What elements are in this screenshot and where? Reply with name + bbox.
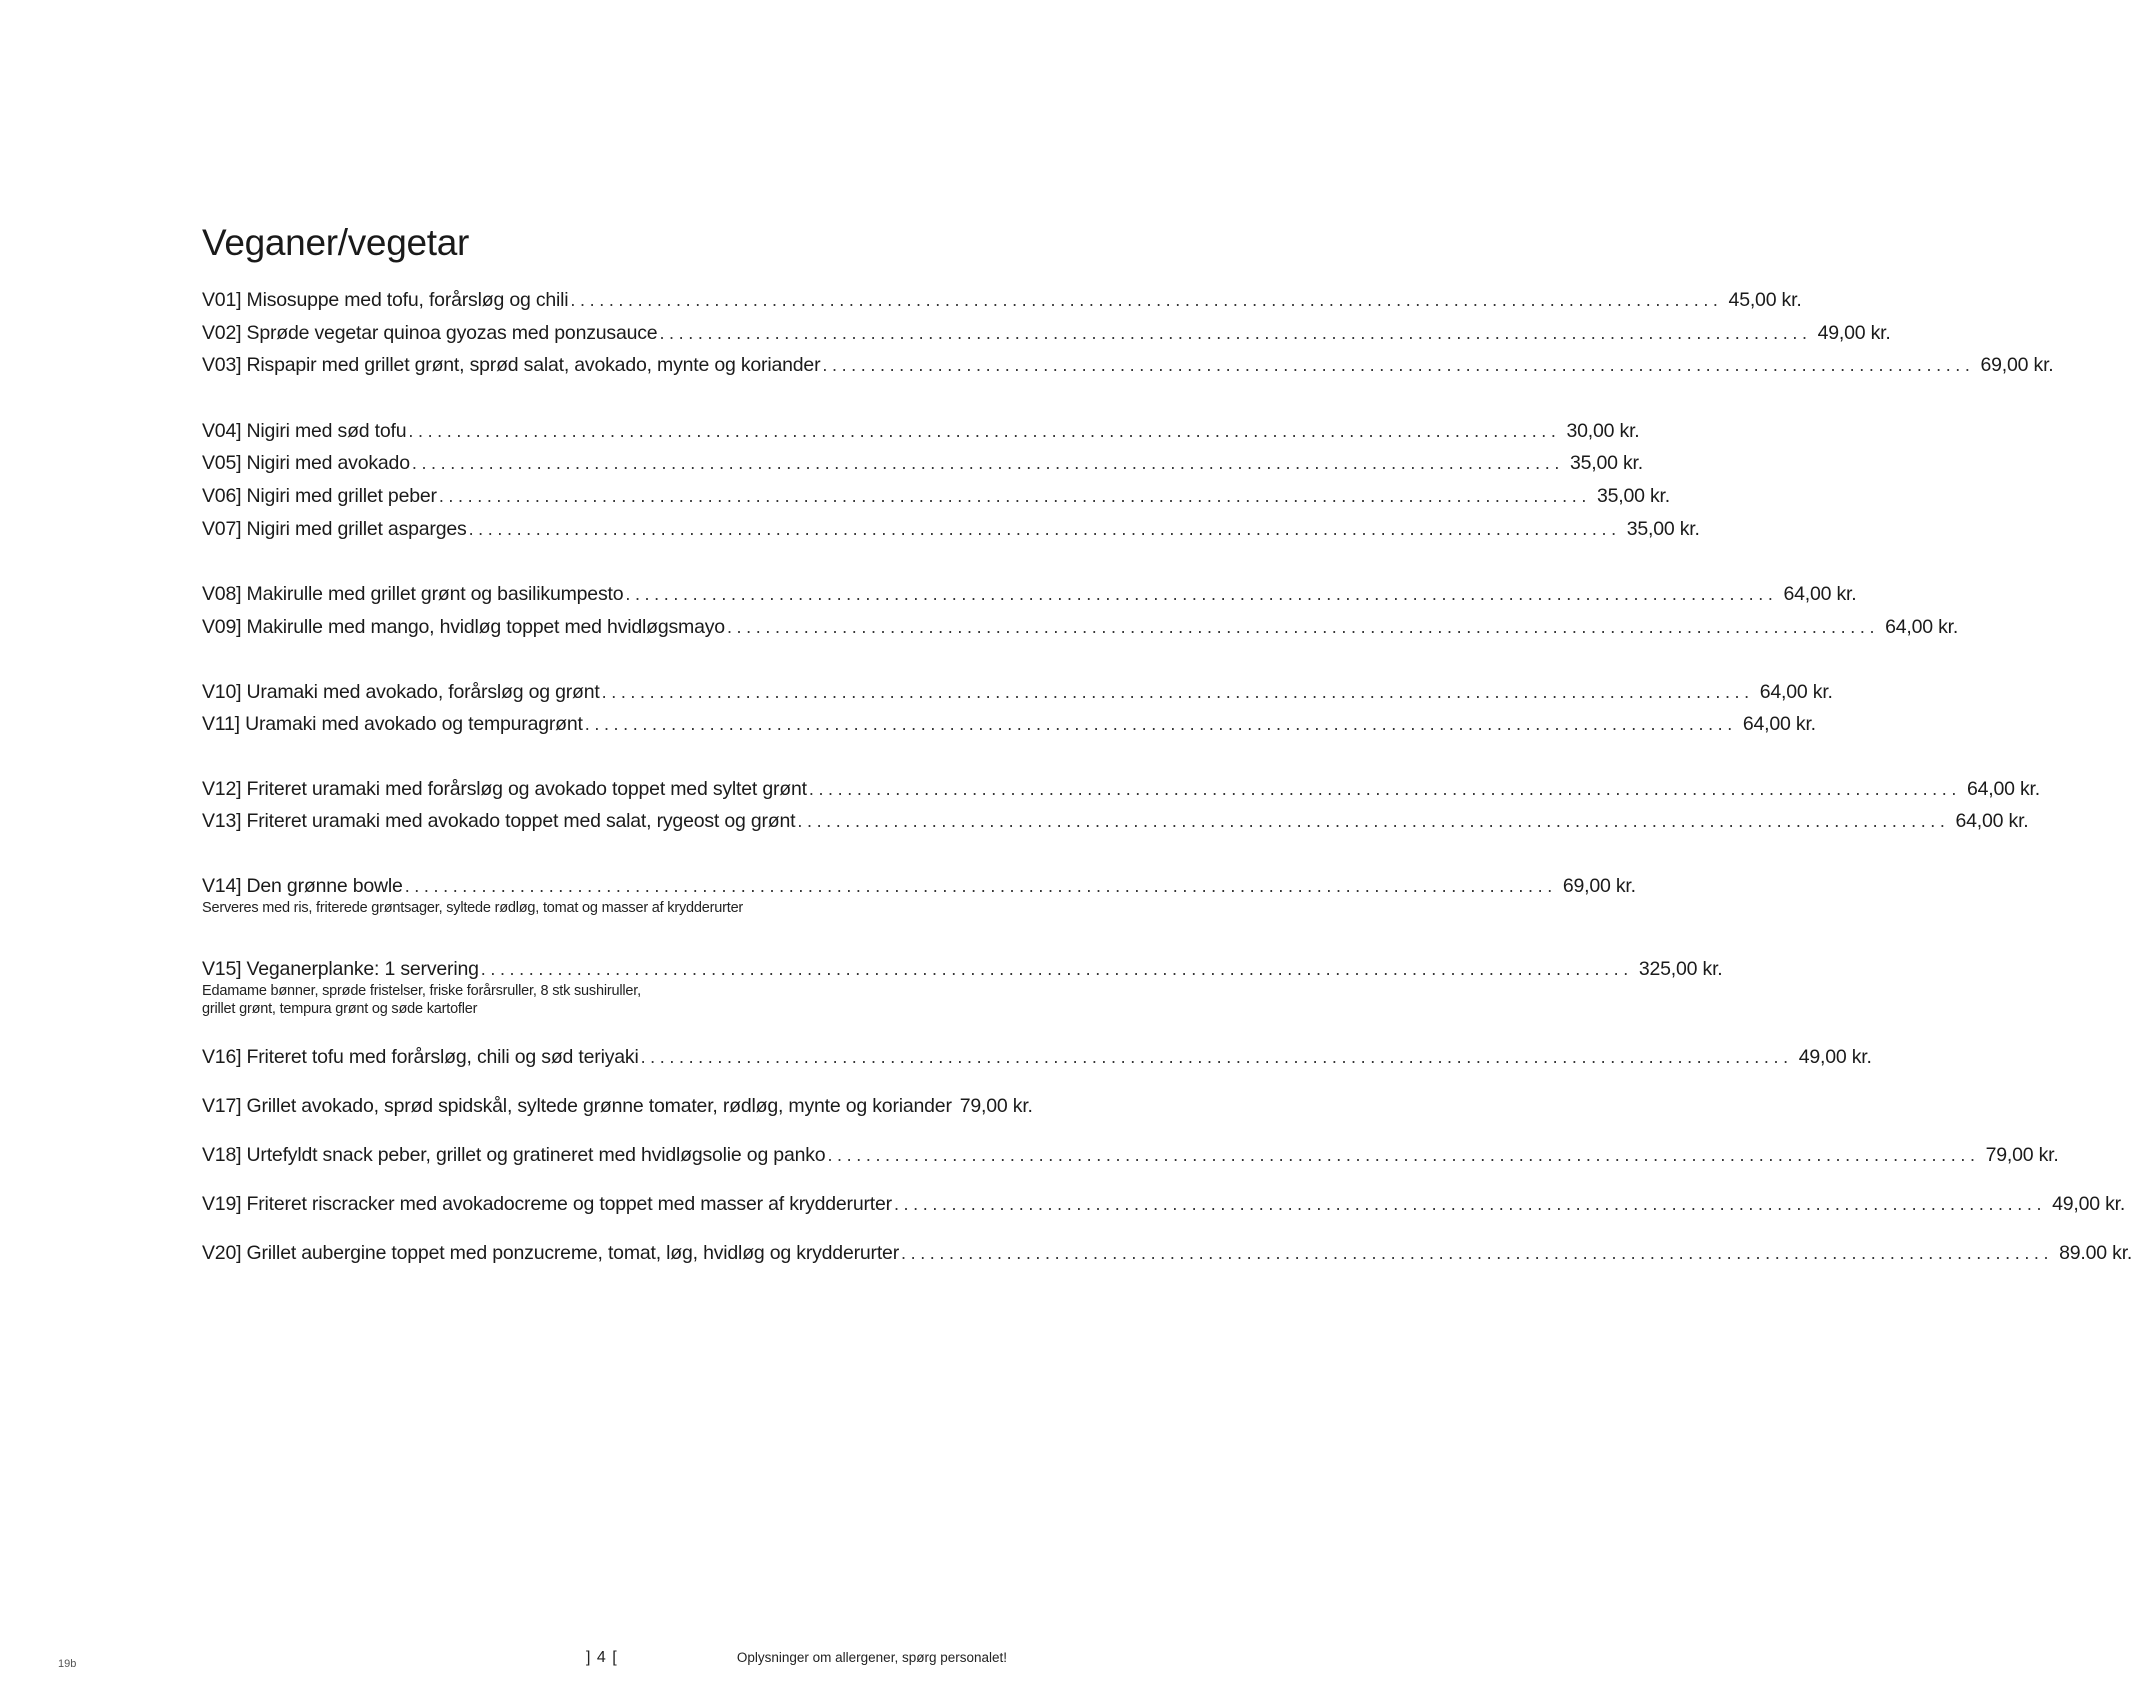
item-price: 49,00 kr. — [1817, 322, 1891, 344]
item-name: V19] Friteret riscracker med avokadocreme og toppet med masser af krydderurter — [202, 1193, 892, 1215]
item-name: V05] Nigiri med avokado — [202, 452, 410, 474]
item-price: 35,00 kr. — [1596, 485, 1670, 507]
menu-item-v04 — [202, 418, 1640, 444]
leader-dots: ........................................................................................................................ — [640, 1047, 1793, 1067]
item-price: 64,00 kr. — [1966, 778, 2040, 800]
item-price: 325,00 kr. — [1638, 958, 1723, 980]
menu-item-v10 — [202, 679, 1833, 705]
item-price: 45,00 kr. — [1728, 289, 1802, 311]
item-name: V08] Makirulle med grillet grønt og basilikumpesto — [202, 583, 624, 605]
item-price: 64,00 kr. — [1955, 810, 2029, 832]
item-price: 49,00 kr. — [2052, 1193, 2126, 1215]
leader-dots: ........................................................................................................................ — [827, 1145, 1980, 1165]
menu-item-v06 — [202, 483, 1670, 509]
item-price: 69,00 kr. — [1562, 875, 1636, 897]
menu-item-v01 — [202, 287, 1802, 313]
menu-item-v03 — [202, 352, 2054, 378]
leader-dots: ........................................................................................................................ — [901, 1243, 2054, 1263]
leader-dots: ........................................................................................................................ — [411, 453, 1564, 473]
item-description: Edamame bønner, sprøde fristelser, friske forårsruller, 8 stk sushiruller, — [202, 983, 641, 999]
item-name: V11] Uramaki med avokado og tempuragrønt — [202, 713, 583, 735]
leader-dots: ........................................................................................................................ — [601, 682, 1754, 702]
item-price: 64,00 kr. — [1742, 713, 1816, 735]
item-name: V20] Grillet aubergine toppet med ponzucreme, tomat, løg, hvidløg og krydderurter — [202, 1242, 899, 1264]
menu-item-v13 — [202, 808, 2029, 834]
footer-code: 19b — [58, 1658, 77, 1670]
item-name: V02] Sprøde vegetar quinoa gyozas med ponzusauce — [202, 322, 658, 344]
item-name: V06] Nigiri med grillet peber — [202, 485, 437, 507]
item-price: 64,00 kr. — [1783, 583, 1857, 605]
leader-dots: ........................................................................................................................ — [408, 421, 1561, 441]
menu-item-v02 — [202, 320, 1891, 346]
menu-item-v12 — [202, 776, 2040, 802]
item-description: grillet grønt, tempura grønt og søde kartofler — [202, 1001, 478, 1017]
leader-dots: ........................................................................................................................ — [808, 779, 1961, 799]
item-price: 49,00 kr. — [1798, 1046, 1872, 1068]
item-description: Serveres med ris, friterede grøntsager, syltede rødløg, tomat og masser af krydderurter — [202, 900, 744, 916]
item-name: V13] Friteret uramaki med avokado toppet med salat, rygeost og grønt — [202, 810, 796, 832]
menu-item-v14 — [202, 873, 1636, 917]
item-price: 64,00 kr. — [1885, 616, 1959, 638]
leader-dots: ........................................................................................................................ — [584, 714, 1737, 734]
leader-dots: ........................................................................................................................ — [822, 355, 1975, 375]
leader-dots: ........................................................................................................................ — [797, 811, 1950, 831]
item-price: 79,00 kr. — [959, 1095, 1033, 1117]
menu-item-v05 — [202, 450, 1643, 476]
item-price: 30,00 kr. — [1566, 420, 1640, 442]
leader-dots: ........................................................................................................................ — [480, 959, 1633, 979]
item-price: 79,00 kr. — [1985, 1144, 2059, 1166]
menu-item-v07 — [202, 516, 1700, 542]
menu-item-v15 — [202, 956, 1723, 1018]
item-price: 35,00 kr. — [1569, 452, 1643, 474]
item-name: V14] Den grønne bowle — [202, 875, 403, 897]
item-price: 35,00 kr. — [1626, 518, 1700, 540]
menu-item-v18 — [202, 1142, 2059, 1168]
item-name: V17] Grillet avokado, sprød spidskål, syltede grønne tomater, rødløg, mynte og koriander — [202, 1095, 952, 1117]
item-name: V15] Veganerplanke: 1 servering — [202, 958, 479, 980]
menu-item-v17 — [202, 1093, 1033, 1119]
leader-dots: ........................................................................................................................ — [893, 1194, 2047, 1214]
item-name: V16] Friteret tofu med forårsløg, chili og sød teriyaki — [202, 1046, 639, 1068]
menu-item-v11 — [202, 711, 1816, 737]
leader-dots: ........................................................................................................................ — [625, 584, 1778, 604]
page-number: ] 4 [ — [586, 1649, 618, 1666]
item-name: V09] Makirulle med mango, hvidløg toppet med hvidløgsmayo — [202, 616, 725, 638]
leader-dots: ........................................................................................................................ — [468, 519, 1621, 539]
item-name: V10] Uramaki med avokado, forårsløg og grønt — [202, 681, 600, 703]
menu-item-v16 — [202, 1044, 1872, 1070]
item-name: V04] Nigiri med sød tofu — [202, 420, 407, 442]
page-title: Veganer/vegetar — [202, 222, 470, 263]
allergen-note: Oplysninger om allergener, spørg personalet! — [736, 1650, 1007, 1665]
item-price: 89.00 kr. — [2059, 1242, 2132, 1264]
leader-dots: ........................................................................................................................ — [659, 323, 1812, 343]
menu-item-v09 — [202, 614, 1959, 640]
item-name: V12] Friteret uramaki med forårsløg og avokado toppet med syltet grønt — [202, 778, 807, 800]
item-name: V07] Nigiri med grillet asparges — [202, 518, 467, 540]
leader-dots: ........................................................................................................................ — [438, 486, 1591, 506]
item-name: V01] Misosuppe med tofu, forårsløg og chili — [202, 289, 569, 311]
leader-dots: ........................................................................................................................ — [726, 617, 1880, 637]
item-name: V18] Urtefyldt snack peber, grillet og gratineret med hvidløgsolie og panko — [202, 1144, 826, 1166]
item-price: 64,00 kr. — [1759, 681, 1833, 703]
leader-dots: ........................................................................................................................ — [570, 290, 1723, 310]
item-name: V03] Rispapir med grillet grønt, sprød salat, avokado, mynte og koriander — [202, 354, 821, 376]
leader-dots: ........................................................................................................................ — [404, 876, 1557, 896]
menu-item-v08 — [202, 581, 1857, 607]
menu-item-v20 — [202, 1240, 2132, 1266]
item-price: 69,00 kr. — [1980, 354, 2054, 376]
menu-item-v19 — [202, 1191, 2126, 1217]
